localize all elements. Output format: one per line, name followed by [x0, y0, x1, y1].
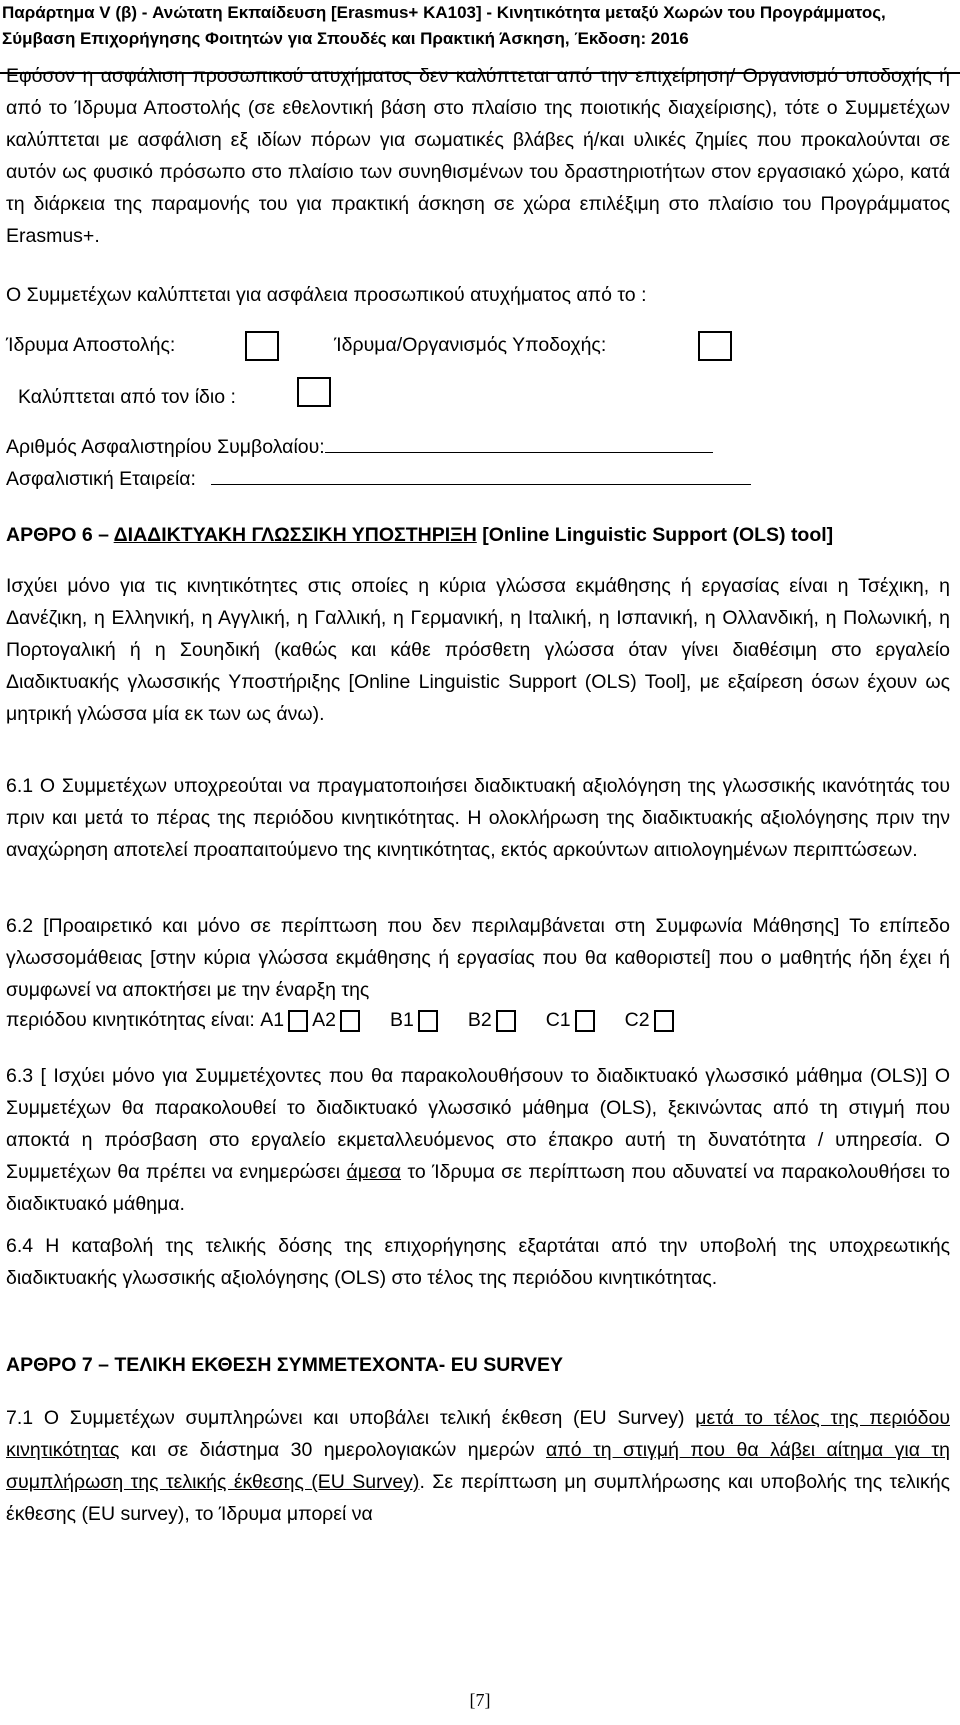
language-level-checkbox[interactable] — [418, 1010, 438, 1032]
article-6-tool: [Online Linguistic Support (OLS) tool] — [476, 524, 834, 546]
receiving-organisation-checkbox[interactable] — [698, 331, 732, 361]
page-number: [7] — [469, 1690, 491, 1710]
paragraph-6-3 — [6, 1060, 950, 1220]
paragraph-6-4: 6.4 Η καταβολή της τελικής δόσης της επιχορήγησης εξαρτάται από την υποβολή της υποχρεωτικής διαδικτυακής γλωσσικής αξιολόγησης (OLS) στο τέλος της περιόδου κινητικότητας. — [6, 1235, 950, 1289]
self-coverage-row — [6, 382, 331, 412]
paragraph-7-1 — [6, 1402, 950, 1530]
paragraph-7-1-end: . Σε περίπτωση μη συμπλήρωσης και υποβολής της τελικής έκθεσης (EU survey), το Ίδρυμα μπορεί να — [6, 1471, 950, 1525]
article-6-intro: Ισχύει μόνο για τις κινητικότητες στις οποίες η κύρια γλώσσα εκμάθησης ή εργασίας είναι η Τσέχικη, η Δανέζικη, η Ελληνική, η Αγγλική, η Γαλλική, η Γερμανική, η Ιταλική, η Ισπανική, η Ολλανδική, η Πολωνική, η Πορτογαλική ή η Σουηδική (καθώς και κάθε πρόσθετη γλώσσα όταν γίνει διαθέσιμη στο εργαλείο Διαδικτυακής γλωσσικής Υποστήριξης [Online Linguistic Support (OLS) Tool], με εξαίρεση όσων έχουν ως μητρική γλώσσα μία εκ των ως άνω). — [6, 575, 950, 725]
language-level-checkbox[interactable] — [575, 1010, 595, 1032]
paragraph-7-1-request: από τη στιγμή που θα λάβει αίτημα για τη συμπλήρωση της τελικής έκθεσης (EU Survey) — [6, 1439, 950, 1493]
header-line-1: Παράρτημα V (β) - Ανώτατη Εκπαίδευση [Erasmus+ KA103] - Κινητικότητα μεταξύ Χωρών του Προγράμματος, — [2, 3, 886, 22]
header-line-2: Σύμβαση Επιχορήγησης Φοιτητών για Σπουδές και Πρακτική Άσκηση, Έκδοση: 2016 — [2, 29, 689, 48]
language-level-checkbox[interactable] — [340, 1010, 360, 1032]
language-level-row — [6, 1005, 678, 1035]
self-coverage-label: Καλύπτεται από τον ίδιο : — [18, 386, 236, 408]
paragraph-6-3-end: το Ίδρυμα σε περίπτωση που αδυνατεί να παρακολουθήσει το διαδικτυακό μάθημα. — [6, 1161, 950, 1215]
language-level-label: C1 — [545, 1009, 571, 1031]
insurer-field[interactable] — [211, 462, 751, 485]
language-level-label: B2 — [467, 1009, 492, 1031]
language-level-label: A2 — [312, 1009, 336, 1031]
paragraph-6-1: 6.1 Ο Συμμετέχων υποχρεούται να πραγματοποιήσει διαδικτυακή αξιολόγηση της γλωσσικής ικανότητάς του πριν και μετά το πέρας της περιόδου κινητικότητας. Η ολοκλήρωση της διαδικτυακής αξιολόγησης πριν την αναχώρηση αποτελεί προαπαιτούμενο της κινητικότητας, εκτός αρκούντων αιτιολογημένων περιπτώσεων. — [6, 775, 950, 861]
article-6-title: ΔΙΑΔΙΚΤΥΑΚΗ ΓΛΩΣΣΙΚΗ ΥΠΟΣΤΗΡΙΞΗ — [113, 524, 477, 546]
paragraph-6-3-emphasis: άμεσα — [346, 1161, 402, 1183]
self-coverage-checkbox[interactable] — [297, 377, 331, 407]
article-6-number: ΑΡΘΡΟ 6 – — [6, 524, 114, 546]
language-level-a1 — [260, 1009, 312, 1031]
insurer-label: Ασφαλιστική Εταιρεία: — [6, 468, 196, 490]
language-level-checkbox[interactable] — [654, 1010, 674, 1032]
policy-number-label: Αριθμός Ασφαλιστηρίου Συμβολαίου: — [6, 436, 325, 458]
paragraph-6-3-text: 6.3 [ Ισχύει μόνο για Συμμετέχοντες που θα παρακολουθήσουν το διαδικτυακό γλωσσικό μάθημα (OLS)] Ο Συμμετέχων θα παρακολουθεί το διαδικτυακό γλωσσικό μάθημα (OLS), ξεκινώντας από τη στιγμή που αποκτά η πρόσβαση στο εργαλείο εκμεταλλευόμενος στο έπακρο αυτή τη δυνατότητα / υπηρεσία. Ο Συμμετέχων θα πρέπει να ενημερώσει — [6, 1065, 950, 1183]
paragraph-7-1-text: 7.1 Ο Συμμετέχων συμπληρώνει και υποβάλει τελική έκθεση (EU Survey) — [6, 1407, 696, 1429]
language-level-label: A1 — [260, 1009, 285, 1031]
sending-institution-checkbox[interactable] — [245, 331, 279, 361]
language-level-c1 — [546, 1009, 599, 1031]
language-level-b1 — [390, 1009, 442, 1031]
paragraph-6-2: 6.2 [Προαιρετικό και μόνο σε περίπτωση που δεν περιλαμβάνεται στη Συμφωνία Μάθησης] Το επίπεδο γλωσσομάθειας [στην κύρια γλώσσα εκμάθησης ή εργασίας που θα καθοριστεί] που ο μαθητής ήδη έχει ή συμφωνεί να αποκτήσει με την έναρξη της — [6, 915, 950, 1001]
language-level-label: B1 — [390, 1009, 414, 1031]
coverage-lead: Ο Συμμετέχων καλύπτεται για ασφάλεια προσωπικού ατυχήματος από το : — [6, 284, 647, 306]
intro-paragraph: Εφόσον η ασφάλιση προσωπικού ατυχήματος δεν καλύπτεται από την επιχείρηση/ Οργανισμό υποδοχής ή από το Ίδρυμα Αποστολής (σε εθελοντική βάση στο πλαίσιο της ποιοτικής διαχείρισης), τότε ο Συμμετέχων καλύπτεται με ασφάλιση εξ ιδίων πόρων για σωματικές βλάβες ή/και υλικές ζημίες που προκαλούνται σε αυτόν ως φυσικό πρόσωπο στο πλαίσιο των συνηθισμένων του δραστηριοτήτων στον εργασιακό χώρο, κατά τη διάρκεια της παραμονής του για πρακτική άσκηση σε χώρα επιλέξιμη στο πλαίσιο του Προγράμματος Erasmus+. — [6, 65, 950, 247]
article-6-heading — [6, 520, 833, 550]
receiving-organisation-label: Ίδρυμα/Οργανισμός Υποδοχής: — [334, 334, 607, 356]
language-level-label: C2 — [624, 1009, 650, 1031]
language-level-options — [260, 1009, 677, 1031]
language-level-checkbox[interactable] — [288, 1010, 308, 1032]
policy-number-field[interactable] — [325, 430, 713, 453]
article-7-heading: ΑΡΘΡΟ 7 – ΤΕΛΙΚΗ ΕΚΘΕΣΗ ΣΥΜΜΕΤΕΧΟΝΤΑ- EU SURVEY — [6, 1354, 564, 1376]
paragraph-7-1-mid: και σε διάστημα 30 ημερολογιακών ημερών — [119, 1439, 547, 1461]
policy-number-row — [6, 430, 713, 462]
insurer-row — [6, 462, 751, 494]
language-level-label: περιόδου κινητικότητας είναι: — [6, 1009, 255, 1031]
language-level-checkbox[interactable] — [496, 1010, 516, 1032]
sending-institution-label: Ίδρυμα Αποστολής: — [6, 334, 176, 356]
paragraph-7-1-deadline: μετά το τέλος της περιόδου κινητικότητας — [6, 1407, 950, 1461]
language-level-b2 — [468, 1009, 520, 1031]
language-level-a2 — [312, 1009, 364, 1031]
language-level-c2 — [625, 1009, 678, 1031]
coverage-options-row — [6, 330, 732, 361]
